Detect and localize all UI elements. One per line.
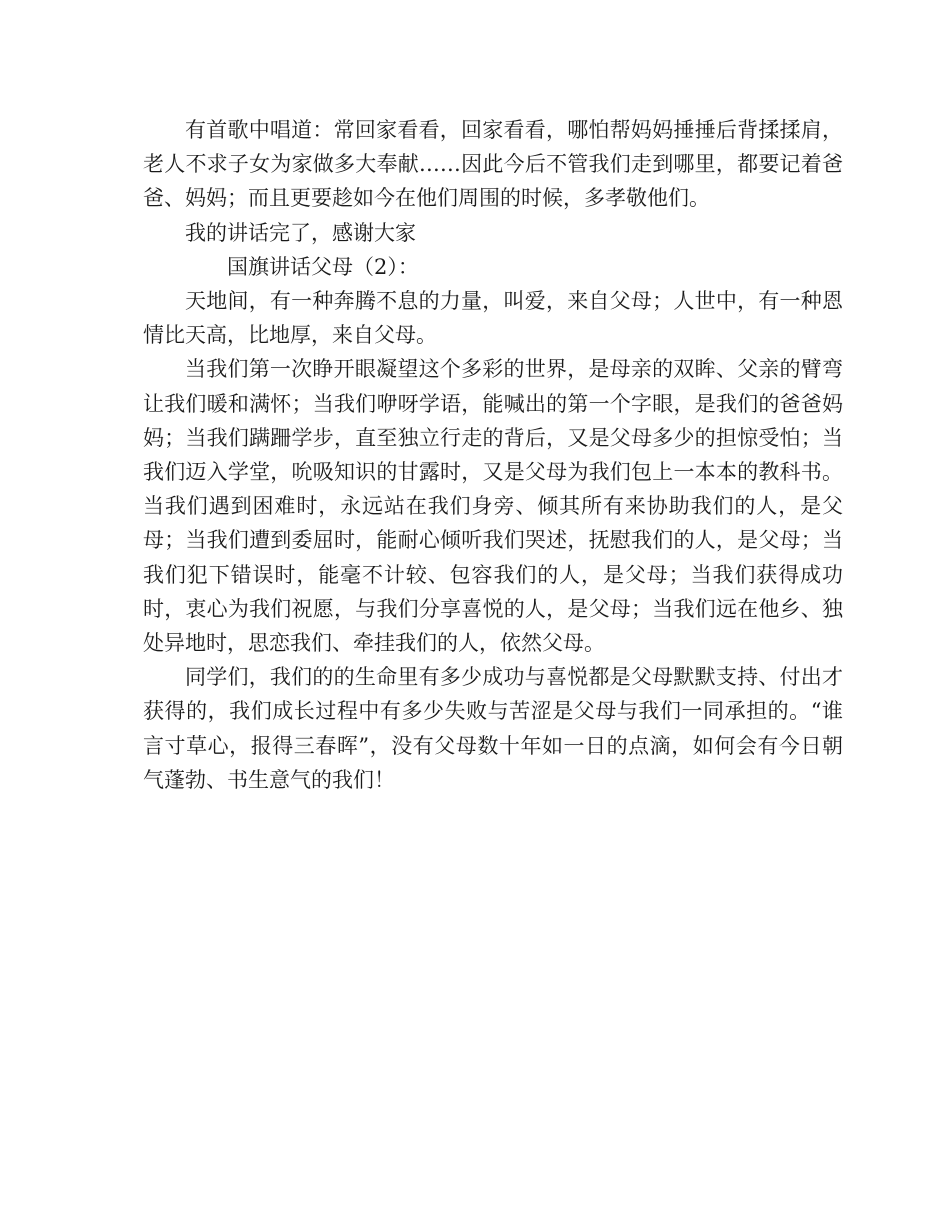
paragraph-love-from-parents: 天地间，有一种奔腾不息的力量，叫爱，来自父母；人世中，有一种恩情比天高，比地厚，来自父母。 [143, 289, 843, 348]
paragraph-song-quote: 有首歌中唱道：常回家看看，回家看看，哪怕帮妈妈捶捶后背揉揉肩，老人不求子女为家做多大奉献……因此今后不管我们走到哪里，都要记着爸爸、妈妈；而且更要趁如今在他们周围的时候，多孝敬他们。 [143, 118, 843, 211]
paragraph-closing-thanks: 我的讲话完了，感谢大家 [185, 220, 416, 245]
paragraph-growing-up: 当我们第一次睁开眼凝望这个多彩的世界，是母亲的双眸、父亲的臂弯让我们暖和满怀；当我们咿呀学语，能喊出的第一个字眼，是我们的爸爸妈妈；当我们蹒跚学步，直至独立行走的背后，又是父母多少的担惊受怕；当我们迈入学堂，吮吸知识的甘露时，又是父母为我们包上一本本的教科书。当我们遇到困难时，永远站在我们身旁、倾其所有来协助我们的人，是父母；当我们遭到委屈时，能耐心倾听我们哭述，抚慰我们的人，是父母；当我们犯下错误时，能毫不计较、包容我们的人，是父母；当我们获得成功时，衷心为我们祝愿，与我们分享喜悦的人，是父母；当我们远在他乡、独处异地时，思恋我们、牵挂我们的人，依然父母。 [143, 357, 843, 656]
section-title: 国旗讲话父母（2）： [227, 254, 419, 279]
document-body [143, 113, 843, 797]
paragraph-classmates: 同学们，我们的的生命里有多少成功与喜悦都是父母默默支持、付出才获得的，我们成长过程中有多少失败与苦涩是父母与我们一同承担的。“谁言寸草心，报得三春晖”，没有父母数十年如一日的点滴，如何会有今日朝气蓬勃、书生意气的我们！ [143, 665, 843, 792]
